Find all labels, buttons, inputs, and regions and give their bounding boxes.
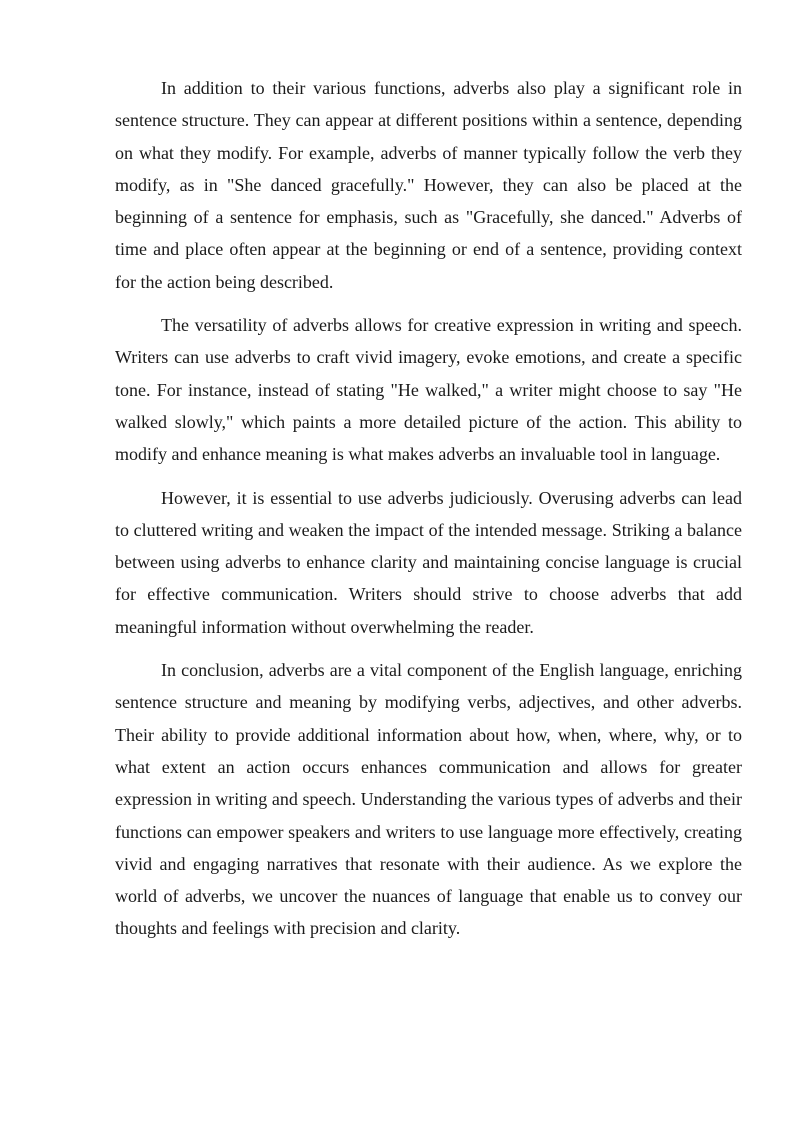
paragraph-sentence-structure: In addition to their various functions, adverbs also play a significant role in sentence structure. They can appear at different positions within a sentence, depending on what they modify. For example, adverbs of manner typically follow the verb they modify, as in "She danced gracefully." However, they can also be placed at the beginning of a sentence for emphasis, such as "Gracefully, she danced." Adverbs of time and place often appear at the beginning or end of a sentence, providing context for the action being described.: [115, 78, 742, 292]
paragraph-judicious-use: However, it is essential to use adverbs judiciously. Overusing adverbs can lead to cluttered writing and weaken the impact of the intended message. Striking a balance between using adverbs to enhance clarity and maintaining concise language is crucial for effective communication. Writers should strive to choose adverbs that add meaningful information without overwhelming the reader.: [115, 487, 742, 637]
paragraph-versatility: The versatility of adverbs allows for creative expression in writing and speech. Writers can use adverbs to craft vivid imagery, evoke emotions, and create a specific tone. For instance, instead of stating "He walked," a writer might choose to say "He walked slowly," which paints a more detailed picture of the action. This ability to modify and enhance meaning is what makes adverbs an invaluable tool in language.: [115, 315, 742, 465]
paragraph-conclusion: In conclusion, adverbs are a vital component of the English language, enriching sentence structure and meaning by modifying verbs, adjectives, and other adverbs. Their ability to provide additional information about how, when, where, why, or to what extent an action occurs enhances communication and allows for greater expression in writing and speech. Understanding the various types of adverbs and their functions can empower speakers and writers to use language more effectively, creating vivid and engaging narratives that resonate with their audience. As we explore the world of adverbs, we uncover the nuances of language that enable us to convey our thoughts and feelings with precision and clarity.: [115, 660, 742, 939]
